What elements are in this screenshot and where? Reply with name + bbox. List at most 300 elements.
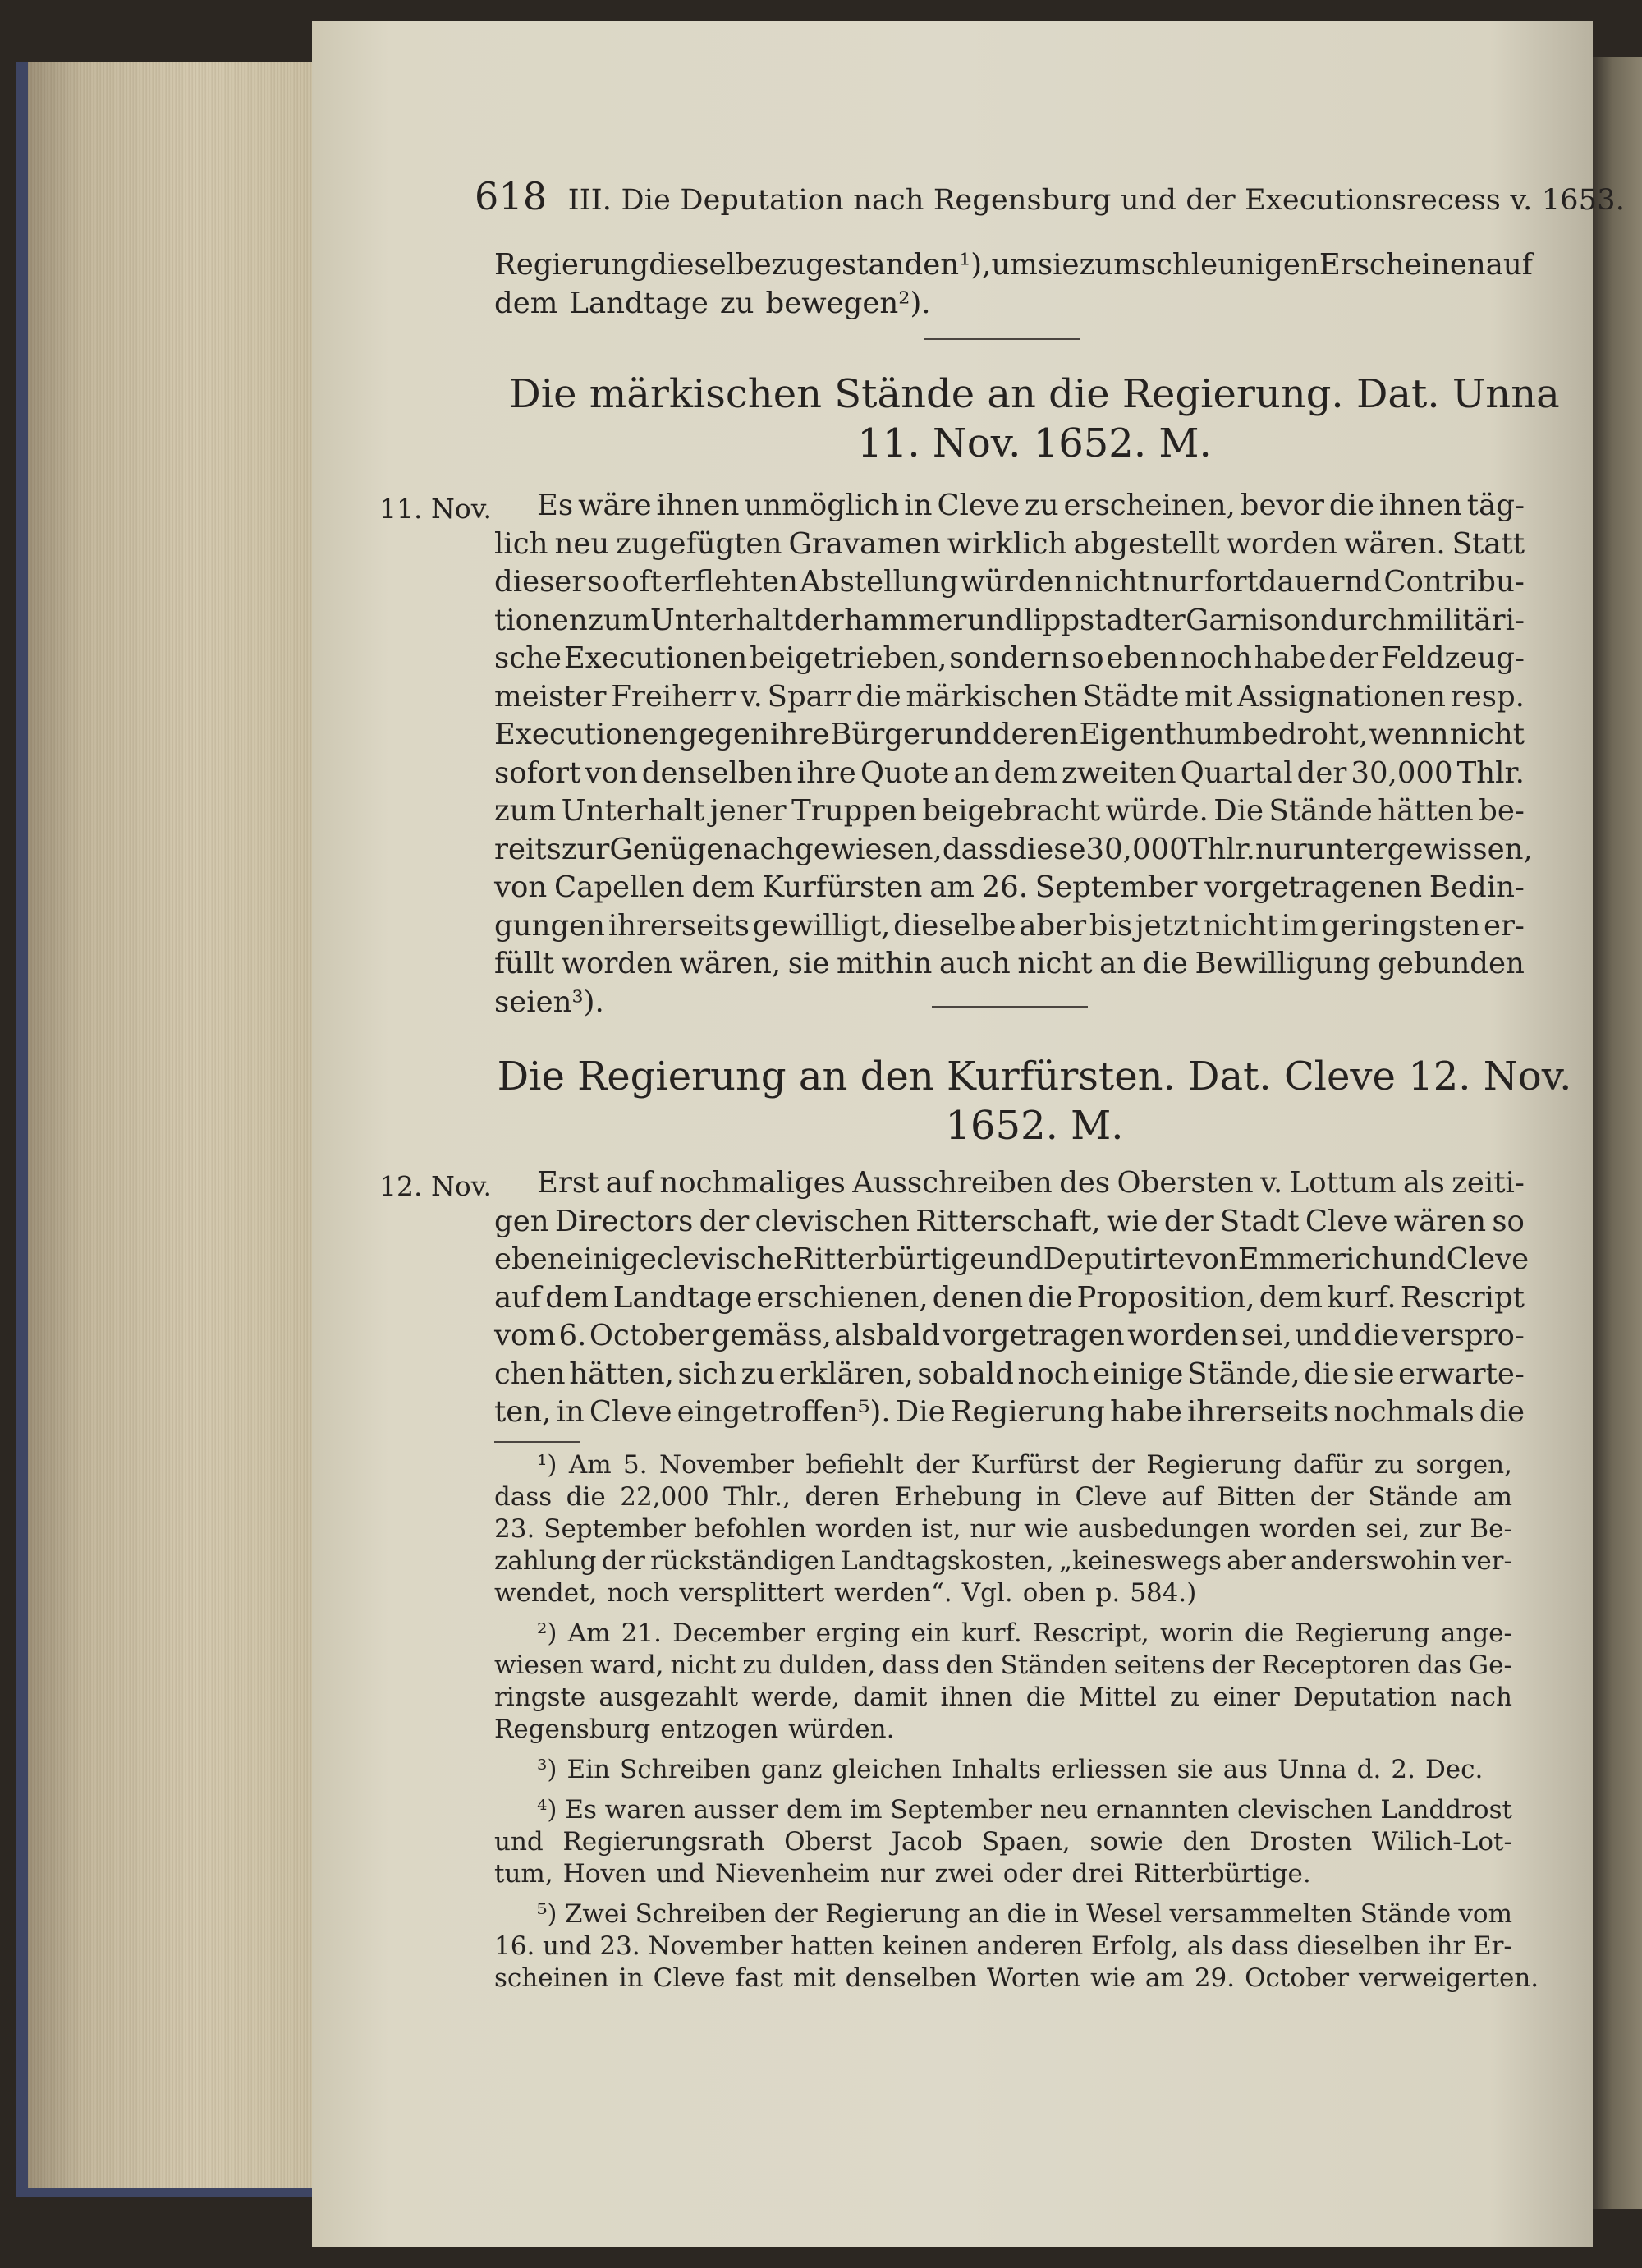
footnote-line	[494, 1545, 1512, 1577]
word: Erst	[537, 1166, 599, 1200]
word: Unna	[1277, 1755, 1347, 1784]
word: an	[967, 1899, 1000, 1929]
word: an	[1099, 947, 1136, 980]
word: zu	[741, 1357, 776, 1391]
word: Dec.	[1424, 1755, 1484, 1784]
word: in	[904, 489, 933, 522]
text-line	[494, 526, 1525, 564]
word: der	[1090, 1450, 1135, 1480]
word: Stände	[1368, 1482, 1459, 1512]
word: die	[1304, 1357, 1350, 1391]
word: Thlr.	[1456, 755, 1525, 790]
word: auch	[938, 947, 1011, 980]
word: zu	[719, 286, 754, 320]
word: d.	[1356, 1755, 1382, 1784]
word: so	[587, 565, 621, 599]
word: bewegen²).	[765, 286, 931, 320]
word: 26.	[981, 870, 1029, 904]
word: Landtagskosten,	[841, 1546, 1054, 1576]
word: Kurfürst	[970, 1450, 1080, 1480]
word: Thlr.	[1187, 832, 1255, 866]
word: unmöglich	[744, 489, 900, 522]
word: Inhalts	[952, 1755, 1042, 1784]
word: Cleve	[1446, 1242, 1530, 1276]
word: ausgezahlt	[599, 1683, 739, 1712]
text-line	[494, 602, 1525, 640]
word: verweigerten.	[1359, 1963, 1539, 1993]
word: 30,000	[1085, 832, 1188, 866]
word: am	[1144, 1963, 1185, 1993]
word: der	[1296, 755, 1347, 790]
word: hatten	[791, 1931, 874, 1961]
word: abgestellt	[1073, 526, 1220, 561]
word: aber	[1227, 1546, 1286, 1576]
text-line	[494, 1356, 1525, 1394]
word: ihr	[1428, 1931, 1465, 1961]
word: des	[1059, 1166, 1111, 1200]
word: und	[494, 1827, 544, 1857]
word: Unterhalt	[561, 794, 705, 828]
word: einige	[566, 1242, 657, 1276]
word: mit	[792, 1963, 836, 1993]
word: nicht	[1449, 718, 1525, 751]
word: und	[987, 1242, 1043, 1276]
page-number: 618	[475, 174, 548, 218]
footnote-line	[494, 1794, 1512, 1826]
footnote-line	[494, 1449, 1512, 1481]
word: v.	[740, 679, 763, 714]
word: wäre	[578, 489, 652, 522]
word: tionen	[494, 603, 588, 637]
text-line	[494, 1203, 1525, 1242]
word: und	[1390, 1242, 1447, 1276]
word: aber	[1019, 908, 1087, 943]
word: der	[1163, 1204, 1214, 1238]
section-heading-1	[468, 371, 1601, 466]
word: sobald	[917, 1357, 1014, 1391]
word: Feldzeug-	[1380, 641, 1525, 675]
word: durch	[1319, 603, 1407, 637]
word: Ausschreiben	[852, 1166, 1053, 1200]
word: hätten,	[569, 1357, 674, 1391]
word: Cleve	[937, 489, 1021, 522]
word: nochmals	[1333, 1395, 1475, 1429]
word: denen	[932, 1280, 1024, 1315]
word: diese	[1008, 832, 1086, 866]
word: Ein	[566, 1755, 611, 1784]
word: 29.	[1194, 1963, 1236, 1993]
word: v.	[1260, 1166, 1283, 1200]
word: gleichen	[832, 1755, 943, 1784]
footnote-line	[494, 1858, 1512, 1890]
word: oft	[621, 565, 663, 599]
word: tum,	[494, 1859, 553, 1889]
section-heading-2	[468, 1054, 1601, 1149]
word: und	[935, 718, 992, 751]
word: dass	[1231, 1931, 1289, 1961]
word: ⁵)	[537, 1899, 557, 1929]
word: Nievenheim	[715, 1859, 870, 1889]
word: Cleve	[1305, 1204, 1388, 1238]
word: worden	[1127, 1319, 1239, 1352]
text-line	[494, 792, 1525, 831]
word: ihre	[770, 718, 830, 751]
word: mithin	[836, 947, 933, 980]
word: erschienen,	[756, 1280, 929, 1315]
word: sich	[677, 1357, 737, 1391]
word: wiesen	[494, 1650, 585, 1680]
word: gungen	[494, 908, 606, 943]
footnote-line	[494, 1931, 1512, 1963]
word: Garnison	[1186, 603, 1320, 637]
footnote-line	[494, 1650, 1512, 1682]
word: ange-	[1440, 1618, 1512, 1648]
footnote	[494, 1898, 1539, 1995]
word: nachgewiesen,	[723, 832, 943, 866]
text-line	[494, 678, 1525, 717]
footnote-line	[494, 1714, 1512, 1746]
word: fortdauernd	[1204, 565, 1383, 599]
word: mit	[1184, 679, 1233, 714]
word: waren	[604, 1795, 686, 1825]
word: dem	[993, 755, 1057, 790]
word: geringsten	[1321, 908, 1481, 943]
heading-line: 11. Nov. 1652. M.	[857, 420, 1212, 466]
word: Quote	[860, 755, 950, 790]
word: Landtage	[612, 1280, 753, 1315]
word: 2.	[1391, 1755, 1415, 1784]
word: versammelten	[1169, 1899, 1353, 1929]
word: und	[966, 603, 1024, 637]
word: Regierung	[494, 248, 649, 282]
word: worden	[1259, 1514, 1357, 1544]
word: als	[1403, 1166, 1445, 1200]
footnote-line	[494, 1826, 1512, 1858]
word: unter	[1306, 832, 1387, 866]
word: die	[1025, 1683, 1066, 1712]
word: erwarte-	[1398, 1357, 1525, 1391]
word: ward,	[590, 1650, 664, 1680]
word: resp.	[1450, 679, 1525, 714]
word: 16.	[494, 1931, 535, 1961]
word: ihnen	[1378, 489, 1462, 522]
footnote	[494, 1754, 1512, 1786]
word: Contribu-	[1383, 565, 1525, 599]
word: erging	[815, 1618, 901, 1648]
word: dieser	[494, 565, 586, 599]
footnote-line	[494, 1513, 1512, 1545]
footnote-gap	[494, 1890, 1512, 1898]
text-line	[494, 285, 1525, 324]
word: in	[618, 1963, 644, 1993]
word: Worten	[987, 1963, 1081, 1993]
word: die	[1142, 947, 1188, 980]
word: vom	[494, 1319, 557, 1352]
footnote	[494, 1618, 1512, 1746]
text-line	[494, 487, 1525, 526]
word: Eigenthum	[1079, 718, 1241, 751]
word: erklären,	[778, 1357, 914, 1391]
word: Hoven	[562, 1859, 647, 1889]
word: hätten	[1378, 794, 1474, 828]
word: dem	[545, 1280, 609, 1315]
word: dem	[1259, 1280, 1323, 1315]
word: Wilich-Lot-	[1371, 1827, 1512, 1857]
word: zeiti-	[1452, 1166, 1525, 1200]
word: auf	[1485, 248, 1533, 282]
word: am	[929, 870, 975, 904]
word: sie	[787, 947, 830, 980]
word: die	[1245, 1618, 1285, 1648]
word: wenn	[1369, 718, 1449, 751]
word: bevor	[1240, 489, 1324, 522]
word: Regensburg	[494, 1715, 651, 1744]
word: Oberst	[784, 1827, 872, 1857]
word: Proposition,	[1076, 1280, 1255, 1315]
word: dafür	[1292, 1450, 1363, 1480]
footnote-line	[494, 1481, 1512, 1513]
word: Städte	[1082, 679, 1180, 714]
footnote	[494, 1449, 1512, 1609]
word: reits	[494, 832, 562, 866]
word: sie	[1176, 1755, 1213, 1784]
word: im	[1281, 908, 1319, 943]
book-page-edges	[16, 62, 312, 2197]
word: einer	[1213, 1683, 1280, 1712]
word: oben	[1022, 1578, 1086, 1608]
word: in	[1054, 1899, 1079, 1929]
word: der	[773, 1899, 818, 1929]
word: Rescript,	[1032, 1618, 1149, 1648]
word: nicht	[1203, 908, 1278, 943]
word: nicht	[1074, 565, 1149, 599]
text-line	[494, 755, 1525, 793]
word: Erscheinen	[1319, 248, 1486, 282]
word: zugestanden¹),	[771, 248, 992, 282]
footnote-line	[494, 1577, 1512, 1609]
word: oder	[1002, 1859, 1062, 1889]
intro-paragraph	[494, 246, 1533, 323]
word: 5.	[623, 1450, 648, 1480]
word: die	[566, 1482, 606, 1512]
word: dieselben	[1296, 1931, 1420, 1961]
word: sie	[1352, 1357, 1395, 1391]
footnote-line	[494, 1898, 1512, 1931]
word: nach	[1450, 1683, 1512, 1712]
text-line	[494, 869, 1525, 907]
word: gebunden	[1378, 947, 1525, 980]
word: die	[1027, 1280, 1073, 1315]
word: jener	[709, 794, 787, 828]
word: einige	[1093, 1357, 1184, 1391]
word: ⁴)	[537, 1795, 557, 1825]
word: November	[658, 1450, 794, 1480]
word: Ge-	[1468, 1650, 1512, 1680]
word: October	[589, 1319, 709, 1352]
word: Cleve	[1075, 1482, 1148, 1512]
word: nur	[970, 1514, 1016, 1544]
section-divider	[924, 338, 1080, 340]
word: Erfolg,	[1090, 1931, 1180, 1961]
word: dulden,	[778, 1650, 876, 1680]
word: Ständen	[1000, 1650, 1108, 1680]
margin-date: 12. Nov.	[379, 1170, 492, 1202]
word: so	[1071, 641, 1104, 675]
word: noch	[607, 1578, 670, 1608]
word: würden.	[788, 1715, 895, 1744]
word: ihnen	[940, 1683, 1013, 1712]
word: militäri-	[1406, 603, 1525, 637]
word: noch	[1017, 1357, 1089, 1391]
word: Capellen	[554, 870, 685, 904]
word: seien³).	[494, 985, 604, 1019]
word: December	[672, 1618, 805, 1648]
running-header	[475, 174, 1625, 218]
word: be-	[1479, 794, 1525, 828]
word: nicht	[1017, 947, 1093, 980]
word: ihrerseits	[608, 908, 750, 943]
word: zu	[1374, 1450, 1405, 1480]
word: der	[601, 1546, 645, 1576]
word: Drosten	[1250, 1827, 1353, 1857]
word: und	[656, 1859, 705, 1889]
word: 23.	[599, 1931, 640, 1961]
word: Regierung	[1295, 1618, 1430, 1648]
text-line	[494, 1164, 1525, 1203]
word: September	[1034, 870, 1198, 904]
word: Gravamen	[788, 526, 941, 561]
word: beigetrieben,	[750, 641, 947, 675]
word: nur	[1151, 565, 1203, 599]
word: Deputirte	[1043, 1242, 1186, 1276]
word: Cleve	[589, 1395, 672, 1429]
word: wie	[1090, 1963, 1135, 1993]
word: rückständigen	[650, 1546, 836, 1576]
word: dieselbe	[893, 908, 1016, 943]
word: noch	[1180, 641, 1252, 675]
word: meister	[494, 679, 607, 714]
word: nochmaliges	[659, 1166, 846, 1200]
word: Deputation	[1293, 1683, 1437, 1712]
word: entzogen	[660, 1715, 779, 1744]
word: erliessen	[1051, 1755, 1167, 1784]
word: sei,	[1365, 1514, 1410, 1544]
word: die	[855, 679, 901, 714]
text-line	[494, 1317, 1525, 1356]
word: der	[794, 603, 844, 637]
word: Sparr	[767, 679, 851, 714]
word: Regierung	[825, 1899, 961, 1929]
word: Landdrost	[1380, 1795, 1512, 1825]
word: dem	[786, 1795, 842, 1825]
word: deren	[992, 718, 1079, 751]
word: ³)	[537, 1755, 557, 1784]
word: zweiten	[1062, 755, 1176, 790]
word: vom	[1458, 1899, 1512, 1929]
word: wirklich	[947, 526, 1067, 561]
word: ihrerseits	[1187, 1395, 1329, 1429]
word: Er-	[1472, 1931, 1512, 1961]
word: keinen	[882, 1931, 969, 1961]
word: lich	[494, 526, 548, 561]
word: Die	[1213, 794, 1264, 828]
word: anderswohin	[1291, 1546, 1457, 1576]
word: ringste	[494, 1683, 586, 1712]
word: vorgetragenen	[1204, 870, 1423, 904]
word: werden“.	[834, 1578, 952, 1608]
word: Unterhalt	[649, 603, 794, 637]
word: gegen	[678, 718, 769, 751]
word: von	[494, 870, 548, 904]
word: sondern	[949, 641, 1070, 675]
word: 21.	[621, 1618, 662, 1648]
word: clevische	[656, 1242, 793, 1276]
word: denselben	[641, 755, 793, 790]
word: auf	[494, 1280, 542, 1315]
word: der	[915, 1450, 960, 1480]
word: schleunigen	[1140, 248, 1319, 282]
word: ¹)	[537, 1450, 557, 1480]
word: worin	[1159, 1618, 1234, 1648]
word: fast	[735, 1963, 783, 1993]
word: Bewilligung	[1195, 947, 1371, 980]
word: werde,	[751, 1683, 841, 1712]
word: sofort	[494, 755, 581, 790]
footnote-line	[494, 1618, 1512, 1650]
word: neu	[1039, 1795, 1089, 1825]
word: zum	[588, 603, 650, 637]
word: „keineswegs	[1058, 1546, 1222, 1576]
word: denselben	[845, 1963, 978, 1993]
word: Es	[537, 489, 574, 522]
word: gemäss,	[711, 1319, 832, 1352]
word: Bürger	[830, 718, 935, 751]
word: den	[1182, 1827, 1231, 1857]
word: lippstadter	[1023, 603, 1186, 637]
word: die	[1479, 1395, 1525, 1429]
word: alsbald	[834, 1319, 941, 1352]
word: 30,000	[1351, 755, 1453, 790]
word: Die	[895, 1395, 946, 1429]
text-line	[494, 907, 1525, 946]
word: Executionen	[563, 641, 748, 675]
text-line	[494, 640, 1525, 678]
word: wären.	[1343, 526, 1446, 561]
word: Stadt	[1219, 1204, 1300, 1238]
word: auf	[605, 1166, 653, 1200]
word: Jacob	[891, 1827, 963, 1857]
word: Quartal	[1180, 755, 1293, 790]
word: worden	[1226, 526, 1337, 561]
word: zur	[561, 832, 610, 866]
word: eingetroffen⁵).	[677, 1395, 891, 1429]
text-line	[494, 1279, 1525, 1318]
heading-line: Die märkischen Stände an die Regierung. Dat. Unna	[509, 371, 1560, 417]
word: anderen	[976, 1931, 1084, 1961]
word: Spaen,	[982, 1827, 1071, 1857]
word: p.	[1095, 1578, 1121, 1608]
heading-line: 1652. M.	[945, 1103, 1124, 1149]
word: nicht	[670, 1650, 736, 1680]
word: Executionen	[494, 718, 678, 751]
word: würde.	[1105, 794, 1209, 828]
word: Abstellung	[800, 565, 959, 599]
word: Truppen	[791, 794, 917, 828]
word: Obersten	[1117, 1166, 1254, 1200]
word: worden	[815, 1514, 913, 1544]
word: befiehlt	[805, 1450, 904, 1480]
word: der	[1309, 1482, 1354, 1512]
